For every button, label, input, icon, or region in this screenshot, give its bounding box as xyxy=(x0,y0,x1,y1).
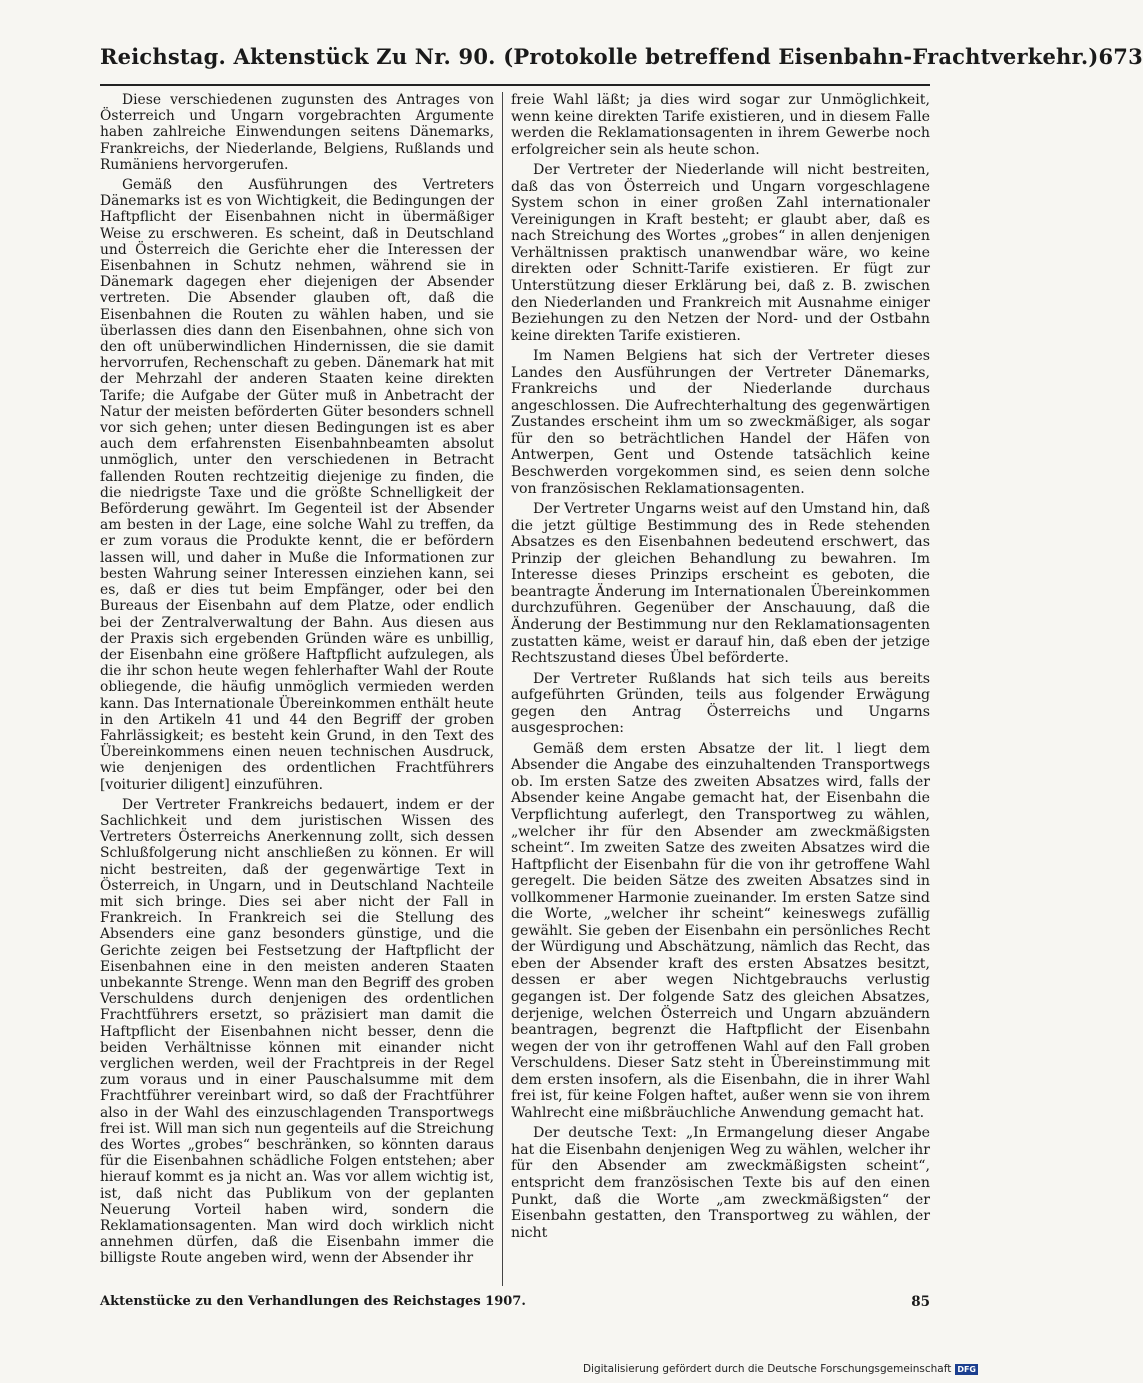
paragraph: Gemäß den Ausführungen des Vertreters Dänemarks ist es von Wichtigkeit, die Bedingungen der Haftpflicht der Eisenbahnen nicht in übermäßiger Weise zu erschweren. Es scheint, daß in Deutschland und Österreich die Gerichte eher die Interessen der Eisenbahnen in Schutz nehmen, während sie in Dänemark dagegen eher diejenigen der Absender vertreten. Die Absender glauben oft, daß die Eisenbahnen die Routen zu wählen haben, und sie überlassen dies dann den Eisenbahnen, ohne sich von den oft unüberwindlichen Hindernissen, die sie damit hervorrufen, Rechenschaft zu geben. Dänemark hat mit der Mehrzahl der anderen Staaten keine direkten Tarife; die Aufgabe der Güter muß in Anbetracht der Natur der meisten beförderten Güter besonders schnell vor sich gehen; unter diesen Bedingungen ist es aber auch dem erfahrensten Eisenbahnbeamten absolut unmöglich, unter den verschiedenen in Betracht fallenden Routen rechtzeitig diejenige zu finden, die die niedrigste Taxe und die größte Schnelligkeit der Beförderung gewährt. Im Gegenteil ist der Absender am besten in der Lage, eine solche Wahl zu treffen, da er zum voraus die Produkte kennt, die er befördern lassen will, und daher in Muße die Informationen zur besten Wahrung seiner Interessen einziehen kann, sei es, daß er dies tut beim Empfänger, oder bei den Bureaus der Eisenbahn auf dem Platze, oder endlich bei der Zentralverwaltung der Bahn. Aus diesen aus der Praxis sich ergebenden Gründen wäre es unbillig, der Eisenbahn eine größere Haftpflicht aufzulegen, als die ihr schon heute wegen fehlerhafter Wahl der Route obliegende, die häufig unmöglich vermieden werden kann. Das Internationale Übereinkommen enthält heute in den Artikeln 41 und 44 den Begriff der groben Fahrlässigkeit; es besteht kein Grund, in den Text des Übereinkommens einen neuen technischen Ausdruck, wie denjenigen des ordentlichen Frachtführers [voiturier diligent] einzuführen. xyxy=(100,177,494,793)
paragraph: Gemäß dem ersten Absatze der lit. l liegt dem Absender die Angabe des einzuhaltenden Transportwegs ob. Im ersten Satze des zweiten Absatzes wird, falls der Absender keine Angabe gemacht hat, der Eisenbahn die Verpflichtung auferlegt, den Transportweg zu wählen, „welcher ihr für den Absender am zweckmäßigsten scheint“. Im zweiten Satze des zweiten Absatzes wird die Haftpflicht der Eisenbahn für die von ihr getroffene Wahl geregelt. Die beiden Sätze des zweiten Absatzes sind in vollkommener Harmonie zueinander. Im ersten Satze sind die Worte, „welcher ihr scheint“ keineswegs zufällig gewählt. Sie geben der Eisenbahn ein persönliches Recht der Würdigung und Abschätzung, nämlich das Recht, das eben der Absender kraft des ersten Absatzes besitzt, dessen er aber wegen Nichtgebrauchs verlustig gegangen ist. Der folgende Satz des gleichen Absatzes, derjenige, welchen Österreich und Ungarn abzuändern beantragen, begrenzt die Haftpflicht der Eisenbahn wegen der von ihr getroffenen Wahl auf den Fall groben Verschuldens. Dieser Satz steht in Übereinstimmung mit dem ersten insofern, als die Eisenbahn, die in ihrer Wahl frei ist, für keine Folgen haftet, außer wenn sie von ihrem Wahlrecht eine mißbräuchliche Anwendung gemacht hat. xyxy=(511,740,930,1121)
dfg-logo-icon: DFG xyxy=(957,1364,976,1374)
paragraph: Diese verschiedenen zugunsten des Antrages von Österreich und Ungarn vorgebrachten Argumente haben zahlreiche Einwendungen seitens Dänemarks, Frankreichs, der Niederlande, Belgiens, Rußlands und Rumäniens hervorgerufen. xyxy=(100,92,494,173)
page-number: 673 xyxy=(1098,44,1143,69)
header-rule xyxy=(100,84,930,86)
digitization-credit xyxy=(583,1363,978,1375)
sheet-number: 85 xyxy=(911,1294,930,1310)
right-column xyxy=(511,92,930,1241)
paragraph: freie Wahl läßt; ja dies wird sogar zur Unmöglichkeit, wenn keine direkten Tarife existieren, und in diesem Falle werden die Reklamationsagenten in ihrem Gewerbe noch erfolgreicher sein als heute schon. xyxy=(511,92,930,158)
header-title: Reichstag. Aktenstück Zu Nr. 90. (Protokolle betreffend Eisenbahn-Frachtverkehr.) xyxy=(100,44,1099,69)
paragraph: Der Vertreter Ungarns weist auf den Umstand hin, daß die jetzt gültige Bestimmung des in Rede stehenden Absatzes es den Eisenbahnen bedeutend erschwert, das Prinzip der gleichen Behandlung zu bewahren. Im Interesse dieses Prinzips erscheint es geboten, die beantragte Änderung im Internationalen Übereinkommen durchzuführen. Gegenüber der Anschauung, daß die Änderung der Bestimmung nur den Reklamationsagenten zustatten käme, weist er darauf hin, daß eben der jetzige Rechtszustand dieses Übel beförderte. xyxy=(511,501,930,667)
column-divider xyxy=(502,92,503,1286)
paragraph: Der Vertreter der Niederlande will nicht bestreiten, daß das von Österreich und Ungarn vorgeschlagene System schon in einer großen Zahl internationaler Vereinigungen in Kraft besteht; er glaubt aber, daß es nach Streichung des Wortes „grobes“ in allen denjenigen Verhältnissen praktisch unanwendbar wäre, wo keine direkten oder Schnitt-Tarife existieren. Er fügt zur Unterstützung dieser Erklärung bei, daß z. B. zwischen den Niederlanden und Frankreich mit Ausnahme einiger Beziehungen zu den Netzen der Nord- und der Ostbahn keine direkten Tarife existieren. xyxy=(511,162,930,344)
running-header xyxy=(100,44,1143,78)
paragraph: Im Namen Belgiens hat sich der Vertreter dieses Landes den Ausführungen der Vertreter Dänemarks, Frankreichs und der Niederlande durchaus angeschlossen. Die Aufrechterhaltung des gegenwärtigen Zustandes erscheint ihm um so zweckmäßiger, als sogar für den so beträchtlichen Handel der Häfen von Antwerpen, Gent und Ostende tatsächlich keine Beschwerden vorgekommen sind, es seien denn solche von französischen Reklamationsagenten. xyxy=(511,348,930,497)
paragraph: Der deutsche Text: „In Ermangelung dieser Angabe hat die Eisenbahn denjenigen Weg zu wählen, welcher ihr für den Absender am zweckmäßigsten scheint“, entspricht dem französischen Texte bis auf den einen Punkt, daß die Worte „am zweckmäßigsten“ der Eisenbahn gestatten, den Transportweg zu wählen, der nicht xyxy=(511,1125,930,1241)
paragraph: Der Vertreter Frankreichs bedauert, indem er der Sachlichkeit und dem juristischen Wissen des Vertreters Österreichs Anerkennung zollt, sich dessen Schlußfolgerung nicht anschließen zu können. Er will nicht bestreiten, daß der gegenwärtige Text in Österreich, in Ungarn, und in Deutschland Nachteile mit sich bringe. Dies sei aber nicht der Fall in Frankreich. In Frankreich sei die Stellung des Absenders eine ganz besonders günstige, und die Gerichte zeigen bei Festsetzung der Haftpflicht der Eisenbahnen eine in den meisten anderen Staaten unbekannte Strenge. Wenn man den Begriff des groben Verschuldens durch denjenigen des ordentlichen Frachtführers ersetzt, so präzisiert man damit die Haftpflicht der Eisenbahnen nicht besser, denn die beiden Verhältnisse können mit einander nicht verglichen werden, weil der Frachtpreis in der Regel zum voraus und in einer Pauschalsumme mit dem Frachtführer vereinbart wird, so daß der Frachtführer also in der Wahl des einzuschlagenden Transportwegs frei ist. Will man sich nun gegenteils auf die Streichung des Wortes „grobes“ beschränken, so könnten daraus für die Eisenbahnen schädliche Folgen entstehen; aber hierauf kommt es ja nicht an. Was vor allem wichtig ist, ist, daß nicht das Publikum von der geplanten Neuerung Vorteil haben wird, sondern die Reklamationsagenten. Man wird doch wirklich nicht annehmen dürfen, daß die Eisenbahn immer die billigste Route angeben wird, wenn der Absender ihr xyxy=(100,796,494,1267)
paragraph: Der Vertreter Rußlands hat sich teils aus bereits aufgeführten Gründen, teils aus folgender Erwägung gegen den Antrag Österreichs und Ungarns ausgesprochen: xyxy=(511,670,930,737)
footer-source: Aktenstücke zu den Verhandlungen des Reichstages 1907. xyxy=(100,1294,526,1309)
page-footer xyxy=(100,1294,930,1310)
left-column xyxy=(100,92,494,1267)
credit-text: Digitalisierung gefördert durch die Deutsche Forschungsgemeinschaft xyxy=(582,1363,952,1375)
